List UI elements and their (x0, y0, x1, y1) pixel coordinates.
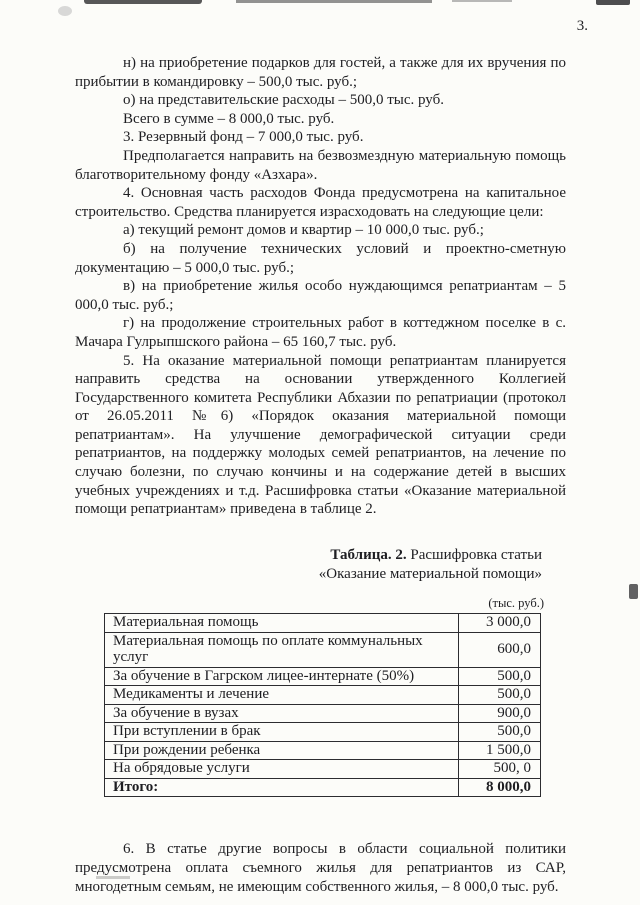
table-cell-value: 600,0 (459, 632, 541, 667)
table-cell-value: 8 000,0 (459, 778, 541, 797)
table-caption-line2: «Оказание материальной помощи» (318, 565, 542, 582)
paragraph: 6. В статье другие вопросы в области социальной политики предусмотрена оплата съемного жилья для репатриантов из САР, многодетным семьям, не имеющим собственного жилья, – 8 000,0 тыс. руб. (75, 841, 566, 895)
table-cell-label: Материальная помощь (105, 614, 459, 633)
table-cell-label: На обрядовые услуги (105, 760, 459, 779)
table-cell-value: 500,0 (459, 667, 541, 686)
scan-artifact (629, 584, 638, 599)
table-cell-label: Итого: (105, 778, 459, 797)
scan-artifact (452, 0, 512, 2)
table-row (105, 741, 541, 760)
paragraph: Предполагается направить на безвозмездную материальную помощь благотворительному фонду «Азхара». (75, 147, 566, 183)
table-row (105, 760, 541, 779)
table-cell-label: Материальная помощь по оплате коммунальных услуг (105, 632, 459, 667)
scan-artifact (236, 0, 432, 3)
table-caption-title: Расшифровка статьи (406, 546, 542, 563)
table-cell-label: Медикаменты и лечение (105, 686, 459, 705)
paragraph: 5. На оказание материальной помощи репатриантам планируется направить средства на основании утвержденного Коллегией Государственного комитета Республики Абхазии по репатриации (протокол от 26.05.2011 №6) «Порядок оказания материальной помощи репатриантам». На улучшение демографической ситуации среди репатриантов, на поддержку молодых семей репатриантов, на лечение по случаю болезни, по случаю кончины и на содержание детей в высших учебных учреждениях и т.д. Расшифровка статьи «Оказание материальной помощи репатриантам» приведена в таблице 2. (75, 352, 566, 518)
paragraph: 4. Основная часть расходов Фонда предусмотрена на капитальное строительство. Средства планируется израсходовать на следующие цели: (75, 185, 566, 220)
table-cell-label: За обучение в Гагрском лицее-интернате (50%) (105, 667, 459, 686)
table-cell-value: 500, 0 (459, 760, 541, 779)
table-unit-label: (тыс. руб.) (488, 595, 544, 610)
paragraph: в) на приобретение жилья особо нуждающимся репатриантам – 5 000,0 тыс. руб.; (75, 278, 566, 313)
table-row (105, 667, 541, 686)
table-cell-value: 900,0 (459, 704, 541, 723)
paragraph: б) на получение технических условий и проектно-сметную документацию – 5 000,0 тыс. руб.; (75, 240, 566, 276)
page-number: 3. (576, 18, 588, 34)
table-row (105, 704, 541, 723)
table-row (105, 723, 541, 742)
paragraph: н) на приобретение подарков для гостей, а также для их вручения по прибытии в командировку – 500,0 тыс. руб.; (75, 55, 566, 90)
table-cell-label: При вступлении в брак (105, 723, 459, 742)
scan-artifact (58, 6, 72, 16)
table-cell-value: 1 500,0 (459, 741, 541, 760)
paragraph: 3. Резервный фонд – 7 000,0 тыс. руб. (123, 129, 364, 146)
table-cell-value: 500,0 (459, 723, 541, 742)
material-aid-table (104, 613, 541, 797)
table-caption-line1 (75, 546, 542, 565)
table-caption-number: Таблица. 2. (330, 546, 407, 563)
scan-artifact (84, 0, 202, 4)
table-caption (75, 546, 566, 584)
table-row (105, 632, 541, 667)
document-body (75, 54, 566, 896)
table-row (105, 614, 541, 633)
paragraph: Всего в сумме – 8 000,0 тыс. руб. (123, 110, 335, 127)
table-cell-value: 500,0 (459, 686, 541, 705)
table-row (105, 686, 541, 705)
paragraph: а) текущий ремонт домов и квартир – 10 000,0 тыс. руб.; (123, 222, 484, 239)
table-cell-label: При рождении ребенка (105, 741, 459, 760)
table-cell-value: 3 000,0 (459, 614, 541, 633)
paragraph: г) на продолжение строительных работ в коттеджном поселке в с. Мачара Гулрыпшского района – 65 160,7 тыс. руб. (75, 315, 566, 350)
table-cell-label: За обучение в вузах (105, 704, 459, 723)
table-row-total (105, 778, 541, 797)
paragraph: о) на представительские расходы – 500,0 тыс. руб. (123, 92, 444, 109)
scan-artifact (596, 0, 630, 5)
